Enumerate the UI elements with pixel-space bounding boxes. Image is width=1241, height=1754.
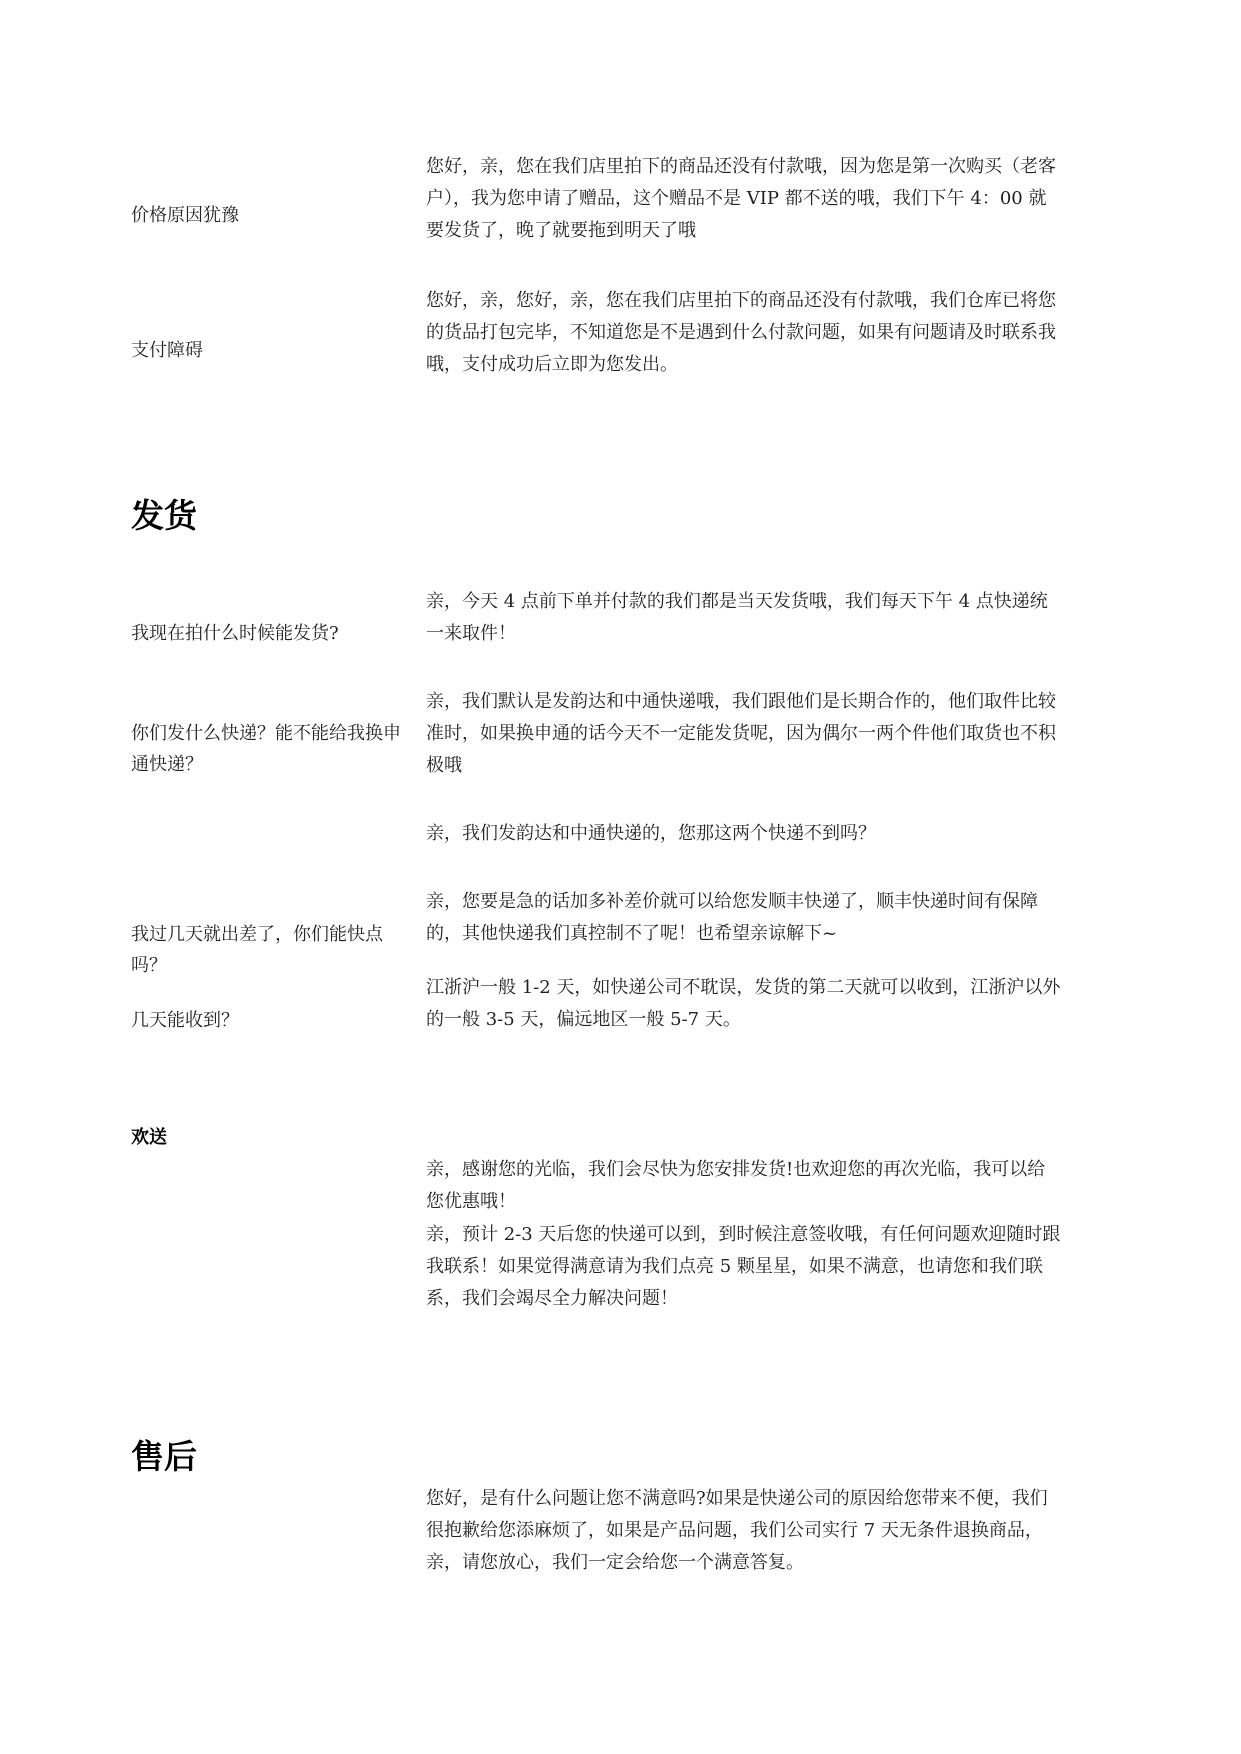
section-heading-after-sales: 售后 [131, 1437, 197, 1476]
answer-payment-obstacle: 您好，亲，您好，亲，您在我们店里拍下的商品还没有付款哦，我们仓库已将您的货品打包完毕，不知道您是不是遇到什么付款问题，如果有问题请及时联系我哦，支付成功后立即为您发出。 [426, 290, 1056, 375]
question-delivery-days: 几天能收到？ [131, 1010, 239, 1031]
section-heading-farewell: 欢送 [131, 1127, 167, 1148]
answer-after-sales: 您好，是有什么问题让您不满意吗?如果是快递公司的原因给您带来不便，我们很抱歉给您添麻烦了，如果是产品问题，我们公司实行 7 天无条件退换商品，亲，请您放心，我们一定会给您一个满意答复。 [426, 1488, 1048, 1573]
question-courier-choice: 你们发什么快递？能不能给我换申通快递？ [131, 723, 401, 775]
answer-faster-delivery: 亲，您要是急的话加多补差价就可以给您发顺丰快递了，顺丰快递时间有保障的，其他快递我们真控制不了呢！也希望亲谅解下~ [426, 891, 1038, 944]
question-payment-obstacle: 支付障碍 [131, 340, 203, 361]
answer-farewell-thanks: 亲，感谢您的光临，我们会尽快为您安排发货!也欢迎您的再次光临，我可以给您优惠哦！ [426, 1159, 1046, 1212]
answer-price-hesitation: 您好，亲，您在我们店里拍下的商品还没有付款哦，因为您是第一次购买（老客户），我为您申请了赠品，这个赠品不是 VIP 都不送的哦，我们下午 4：00 就要发货了，晚了就要拖到明天了哦 [426, 156, 1056, 241]
answer-farewell-rating: 亲，预计 2-3 天后您的快递可以到，到时候注意签收哦，有任何问题欢迎随时跟我联系！如果觉得满意请为我们点亮 5 颗星星，如果不满意，也请您和我们联系，我们会竭尽全力解决问题！ [426, 1224, 1061, 1309]
section-heading-shipping: 发货 [131, 496, 197, 535]
question-ship-time: 我现在拍什么时候能发货? [131, 623, 339, 644]
answer-delivery-days: 江浙沪一般 1-2 天，如快递公司不耽误，发货的第二天就可以收到，江浙沪以外的一般 3-5 天，偏远地区一般 5-7 天。 [426, 977, 1061, 1030]
question-price-hesitation: 价格原因犹豫 [131, 205, 239, 226]
answer-ship-time: 亲，今天 4 点前下单并付款的我们都是当天发货哦，我们每天下午 4 点快递统一来取件！ [426, 591, 1048, 644]
question-faster-delivery: 我过几天就出差了，你们能快点吗？ [131, 924, 383, 976]
answer-courier-coverage: 亲，我们发韵达和中通快递的，您那这两个快递不到吗？ [426, 823, 876, 844]
answer-courier-choice: 亲，我们默认是发韵达和中通快递哦，我们跟他们是长期合作的，他们取件比较准时，如果换申通的话今天不一定能发货呢，因为偶尔一两个件他们取货也不积极哦 [426, 691, 1056, 776]
